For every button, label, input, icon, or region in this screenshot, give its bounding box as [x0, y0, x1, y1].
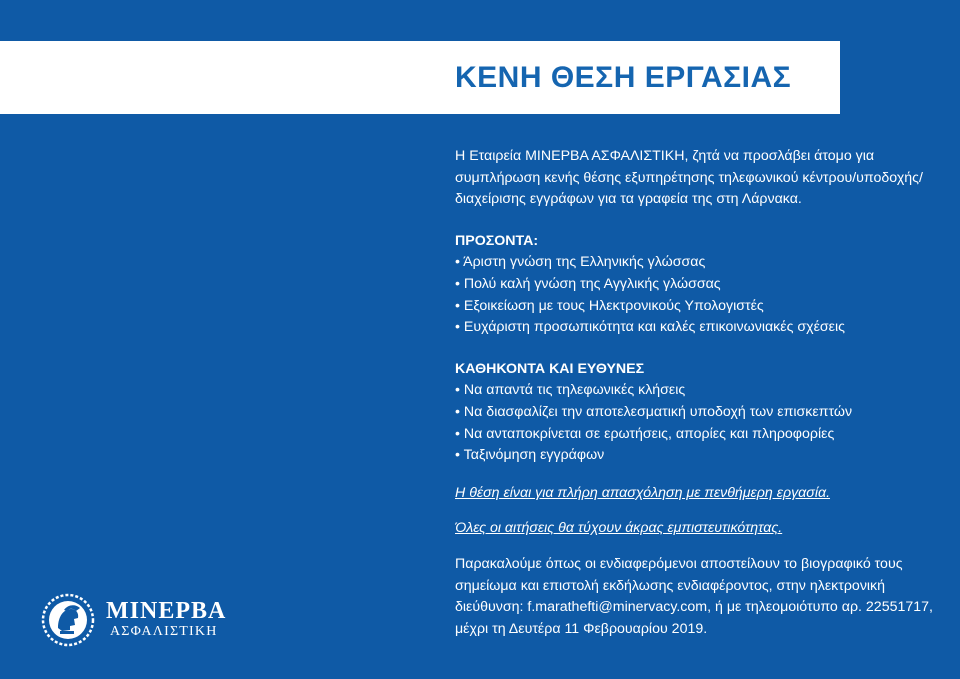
section-gap — [455, 339, 935, 359]
qualification-item: • Ευχάριστη προσωπικότητα και καλές επικοινωνιακές σχέσεις — [455, 319, 845, 336]
logo-name: ΜΙΝΕΡΒΑ — [106, 598, 227, 624]
logo-subtitle: ΑΣΦΑΛΙΣΤΙΚΗ — [110, 624, 218, 639]
duty-item: • Να απαντά τις τηλεφωνικές κλήσεις — [455, 382, 686, 399]
qualification-item: • Άριστη γνώση της Ελληνικής γλώσσας — [455, 254, 706, 271]
fulltime-note: Η θέση είναι για πλήρη απασχόληση με πενθήμερη εργασία. — [455, 484, 831, 501]
duty-item: • Ταξινόμηση εγγράφων — [455, 447, 605, 464]
page-title: ΚΕΝΗ ΘΕΣΗ ΕΡΓΑΣΙΑΣ — [455, 61, 792, 94]
qualifications-list — [455, 252, 935, 338]
job-ad-content — [455, 146, 935, 640]
qualification-item: • Εξοικείωση με τους Ηλεκτρονικούς Υπολογιστές — [455, 297, 764, 314]
duty-item: • Να ανταποκρίνεται σε ερωτήσεις, απορίες και πληροφορίες — [455, 425, 835, 442]
section-gap — [455, 467, 935, 483]
duties-heading: ΚΑΘΗΚΟΝΤΑ ΚΑΙ ΕΥΘΥΝΕΣ — [455, 360, 645, 377]
minerva-helmet-emblem-icon — [40, 592, 96, 648]
company-logo — [40, 592, 240, 648]
title-band — [0, 41, 840, 114]
qualifications-heading: ΠΡΟΣΟΝΤΑ: — [455, 232, 539, 249]
duties-list — [455, 380, 935, 466]
duty-item: • Να διασφαλίζει την αποτελεσματική υποδοχή των επισκεπτών — [455, 403, 853, 420]
qualification-item: • Πολύ καλή γνώση της Αγγλικής γλώσσας — [455, 275, 721, 292]
intro-paragraph: Η Εταιρεία ΜΙΝΕΡΒΑ ΑΣΦΑΛΙΣΤΙΚΗ, ζητά να προσλάβει άτομο για συμπλήρωση κενής θέσης εξυπηρέτησης τηλεφωνικού κέντρου/υποδοχής/διαχείρισης εγγράφων για τα γραφεία της στη Λάρνακα. — [455, 148, 923, 208]
closing-paragraph: Παρακαλούμε όπως οι ενδιαφερόμενοι αποστείλουν το βιογραφικό τους σημείωμα και επιστολή εκδήλωσης ενδιαφέροντος, στην ηλεκτρονική διεύθυνση: f.marathefti@minervacy.com, ή με τηλεομοιότυπο αρ. 22551717, μέχρι τη Δευτέρα 11 Φεβρουαρίου 2019. — [455, 555, 933, 637]
confidentiality-note: Όλες οι αιτήσεις θα τύχουν άκρας εμπιστευτικότητας. — [455, 520, 783, 537]
